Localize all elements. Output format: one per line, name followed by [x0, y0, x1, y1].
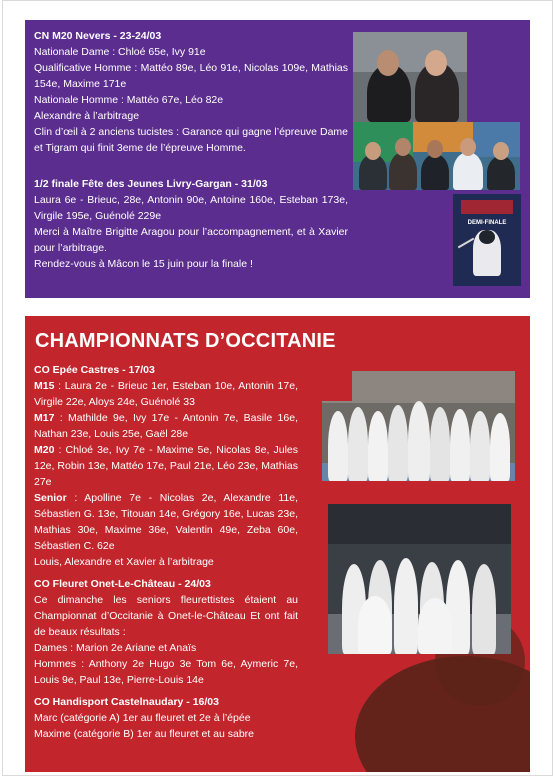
livry-title: 1/2 finale Fête des Jeunes Livry-Gargan - 31/03 [34, 178, 268, 190]
nevers-block [34, 28, 348, 156]
nevers-photo-men [353, 122, 520, 190]
livry-line: Laura 6e - Brieuc, 28e, Antonin 90e, Antoine 160e, Esteban 173e, Virgile 195e, Guénolé 229e [34, 194, 348, 222]
onet-title: CO Fleuret Onet-Le-Château - 24/03 [34, 578, 211, 590]
livry-line: Rendez-vous à Mâcon le 15 juin pour la finale ! [34, 258, 253, 270]
castres-arbitrage: Louis, Alexandre et Xavier à l’arbitrage [34, 556, 214, 568]
livry-block [34, 176, 348, 272]
senior-label: Senior [34, 492, 67, 504]
onet-team-photo [328, 504, 511, 654]
castelnaudary-block [34, 694, 354, 742]
castres-team-photo [322, 371, 515, 481]
occitanie-panel [25, 316, 530, 772]
nevers-line: Clin d’œil à 2 anciens tucistes : Garance qui gagne l’épreuve Dame et Tigram qui finit 3eme de l’épreuve Homme. [34, 126, 348, 154]
m17-results: : Mathilde 9e, Ivy 17e - Antonin 7e, Basile 16e, Nathan 23e, Louis 25e, Gaël 28e [34, 412, 298, 440]
livry-line: Merci à Maître Brigitte Aragou pour l’accompagnement, et à Xavier pour l’arbitrage. [34, 226, 348, 254]
senior-results: : Apolline 7e - Nicolas 2e, Alexandre 11e, Sébastien G. 13e, Titouan 14e, Grégory 16e, Lucas 23e, Mathias 30e, Maxime 36e, Valentin 49e, Zeba 60e, Sébastien C. 62e [34, 492, 298, 552]
onet-intro: Ce dimanche les seniors fleurettistes étaient au Championnat d’Occitanie à Onet-le-Château Et ont fait de beaux résultats : [34, 594, 298, 638]
nevers-title: CN M20 Nevers - 23-24/03 [34, 30, 162, 42]
livry-poster [453, 194, 521, 286]
poster-title: DEMI-FINALE [467, 220, 507, 226]
castres-block [34, 362, 298, 570]
castelnaudary-line: Marc (catégorie A) 1er au fleuret et 2e à l’épée [34, 712, 251, 724]
m15-label: M15 [34, 380, 55, 392]
m20-label: M20 [34, 444, 55, 456]
m17-label: M17 [34, 412, 55, 424]
castelnaudary-title: CO Handisport Castelnaudary - 16/03 [34, 696, 219, 708]
occitanie-title: CHAMPIONNATS D’OCCITANIE [35, 330, 336, 352]
castres-title: CO Epée Castres - 17/03 [34, 364, 155, 376]
onet-dames: Dames : Marion 2e Ariane et Anaïs [34, 642, 197, 654]
nevers-line: Nationale Homme : Mattéo 67e, Léo 82e [34, 94, 224, 106]
nevers-line: Nationale Dame : Chloé 65e, Ivy 91e [34, 46, 206, 58]
onet-block [34, 576, 298, 688]
nevers-livry-panel [25, 20, 530, 298]
m15-results: : Laura 2e - Brieuc 1er, Esteban 10e, Antonin 17e, Virgile 22e, Aloys 24e, Guénolé 33 [34, 380, 298, 408]
m20-results: : Chloé 3e, Ivy 7e - Maxime 5e, Nicolas 8e, Jules 12e, Robin 13e, Mattéo 17e, Paul 21e, Léo 23e, Mathias 27e [34, 444, 298, 488]
castelnaudary-line: Maxime (catégorie B) 1er au fleuret et au sabre [34, 728, 255, 740]
nevers-line: Qualificative Homme : Mattéo 89e, Léo 91e, Nicolas 109e, Mathias 154e, Maxime 171e [34, 62, 348, 90]
nevers-photo-women [353, 32, 467, 122]
onet-hommes: Hommes : Anthony 2e Hugo 3e Tom 6e, Aymeric 7e, Louis 9e, Paul 13e, Pierre-Louis 14e [34, 658, 298, 686]
nevers-line: Alexandre à l’arbitrage [34, 110, 140, 122]
